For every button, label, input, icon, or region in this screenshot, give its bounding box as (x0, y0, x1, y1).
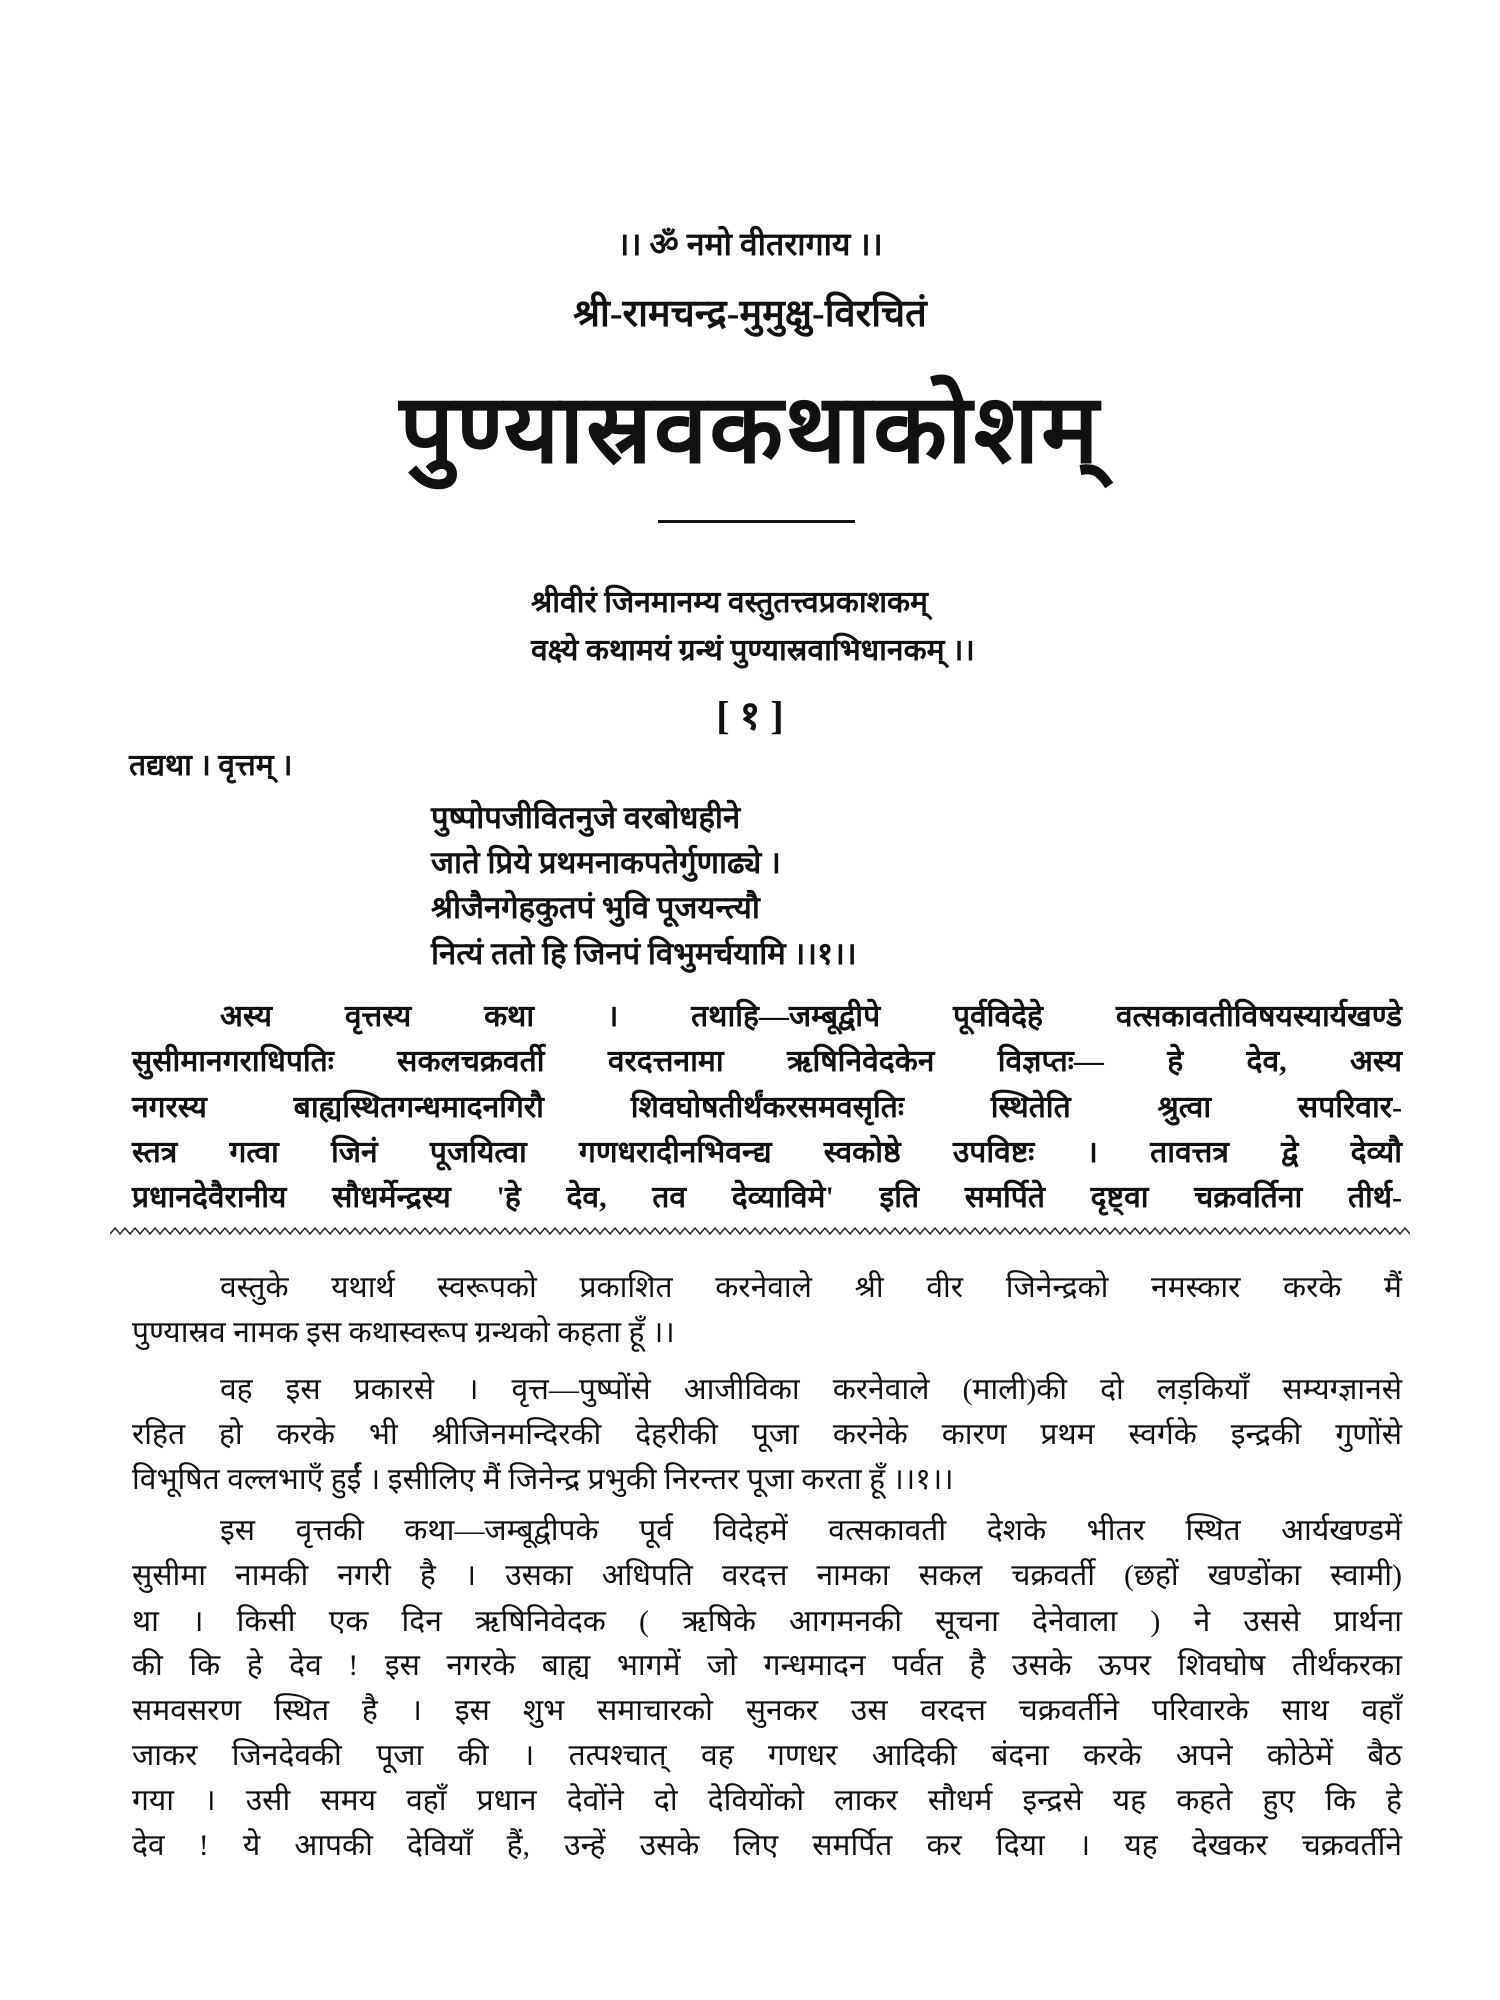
translation-line: गया । उसी समय वहाँ प्रधान देवोंने दो देवियोंको लाकर सौधर्म इन्द्रसे यह कहते हुए कि हे (132, 1784, 1402, 1817)
translation-line: विभूषित वल्लभाएँ हुईं । इसीलिए मैं जिनेन्द्र प्रभुकी निरन्तर पूजा करता हूँ ।।१।। (132, 1463, 954, 1496)
sanskrit-prose-line: नगरस्य बाह्यस्थितगन्धमादनगिरौ शिवघोषतीर्थंकरसमवसृतिः स्थितेति श्रुत्वा सपरिवार- (132, 1091, 1402, 1124)
verse-line: जाते प्रिये प्रथमनाकपतेर्गुणाढ्ये । (431, 845, 781, 880)
translation-line: इस वृत्तकी कथा—जम्बूद्वीपके पूर्व विदेहमें वत्सकावती देशके भीतर स्थित आर्यखण्डमें (220, 1514, 1402, 1547)
verse-line: नित्यं ततो हि जिनपं विभुमर्चयामि ।।१।। (431, 936, 857, 971)
translation-line: समवसरण स्थित है । इस शुभ समाचारको सुनकर उस वरदत्त चक्रवर्तीने परिवारके साथ वहाँ (132, 1694, 1402, 1727)
translation-line: की कि हे देव ! इस नगरके बाह्य भागमें जो गन्धमादन पर्वत है उसके ऊपर शिवघोष तीर्थंकरका (132, 1649, 1402, 1682)
zigzag-line (110, 1228, 1410, 1234)
sanskrit-prose-line: स्तत्र गत्वा जिनं पूजयित्वा गणधरादीनभिवन्द्य स्वकोष्ठे उपविष्टः । तावत्तत्र द्वे देव्यौ (132, 1136, 1402, 1169)
mangala-verse-line: श्रीवीरं जिनमानम्य वस्तुतत्त्वप्रकाशकम् (531, 586, 928, 619)
translation-line: वस्तुके यथार्थ स्वरूपको प्रकाशित करनेवाले श्री वीर जिनेन्द्रको नमस्कार करके मैं (220, 1271, 1402, 1304)
translation-line: था । किसी एक दिन ऋषिनिवेदक ( ऋषिके आगमनकी सूचना देनेवाला ) ने उससे प्रार्थना (132, 1605, 1402, 1638)
verse-line: श्रीजैनगेहकुतपं भुवि पूजयन्त्यौ (431, 890, 760, 925)
title-divider (658, 520, 855, 523)
intro-text: तद्यथा । वृत्तम् । (129, 749, 293, 782)
page-title: पुण्यास्रवकथाकोशम् (399, 376, 1101, 483)
translation-line: वह इस प्रकारसे । वृत्त—पुष्पोंसे आजीविका करनेवाले (माली)की दो लड़कियाँ सम्यग्ज्ञानसे (220, 1373, 1402, 1406)
invocation: ।। ॐ नमो वीतरागाय ।। (617, 226, 883, 262)
verse-line: पुष्पोपजीवितनुजे वरबोधहीने (431, 800, 741, 835)
sanskrit-prose-line: सुसीमानगराधिपतिः सकलचक्रवर्ती वरदत्तनामा ऋषिनिवेदकेन विज्ञप्तः— हे देव, अस्य (132, 1045, 1402, 1078)
sanskrit-prose-line: प्रधानदेवैरानीय सौधर्मेन्द्रस्य 'हे देव, तव देव्याविमे' इति समर्पिते दृष्ट्वा चक्रवर्तिना तीर्थ- (132, 1181, 1402, 1214)
mangala-verse-line: वक्ष्ये कथामयं ग्रन्थं पुण्यास्रवाभिधानकम् ।। (531, 634, 975, 667)
author-line: श्री-रामचन्द्र-मुमुक्षु-विरचितं (573, 293, 927, 335)
sanskrit-prose-line: अस्य वृत्तस्य कथा । तथाहि—जम्बूद्वीपे पूर्वविदेहे वत्सकावतीविषयस्यार्यखण्डे (220, 1000, 1402, 1033)
translation-line: देव ! ये आपकी देवियाँ हैं, उन्हें उसके लिए समर्पित कर दिया । यह देखकर चक्रवर्तीने (132, 1829, 1402, 1862)
translation-line: पुण्यास्रव नामक इस कथास्वरूप ग्रन्थको कहता हूँ ।। (132, 1316, 675, 1349)
wavy-divider (110, 1226, 1410, 1238)
section-number: [ १ ] (716, 693, 784, 738)
translation-line: सुसीमा नामकी नगरी है । उसका अधिपति वरदत्त नामका सकल चक्रवर्ती (छहों खण्डोंका स्वामी) (132, 1559, 1402, 1592)
translation-line: रहित हो करके भी श्रीजिनमन्दिरकी देहरीकी पूजा करनेके कारण प्रथम स्वर्गके इन्द्रकी गुणोंसे (132, 1418, 1402, 1451)
translation-line: जाकर जिनदेवकी पूजा की । तत्पश्चात् वह गणधर आदिकी बंदना करके अपने कोठेमें बैठ (132, 1739, 1402, 1772)
